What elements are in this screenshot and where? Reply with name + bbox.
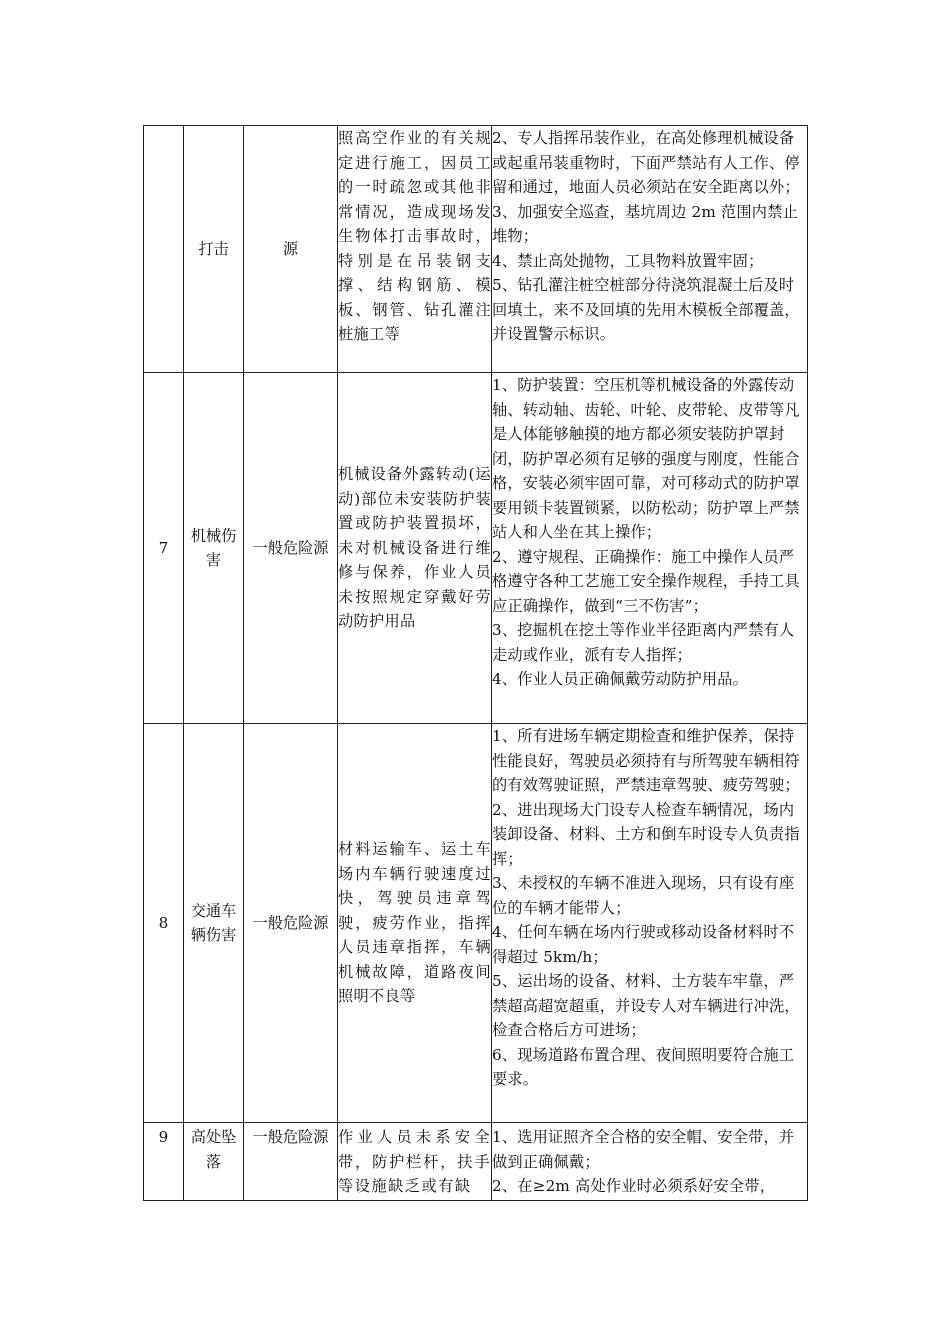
hazard-type: 高处坠落	[184, 1123, 244, 1201]
table-row	[144, 724, 808, 1123]
measure-item: 3、挖掘机在挖土等作业半径距离内严禁有人走动或作业，派有专人指挥；	[492, 621, 795, 664]
hazard-level: 一般危险源	[244, 1123, 338, 1201]
hazard-table	[143, 125, 808, 1201]
hazard-cause: 材料运输车、运土车场内车辆行驶速度过快，驾驶员违章驾驶，疲劳作业，指挥人员违章指挥，车辆机械故障，道路夜间照明不良等	[338, 724, 492, 1123]
measure-item: 2、进出现场大门设专人检查车辆情况，场内装卸设备、材料、土方和倒车时设专人负责指挥；	[492, 800, 800, 868]
hazard-cause: 作业人员未系安全带，防护栏杆，扶手等设施缺乏或有缺	[338, 1123, 492, 1201]
hazard-level: 一般危险源	[244, 373, 338, 724]
table-row	[144, 126, 808, 373]
measure-item: 2、在≥2m 高处作业时必须系好安全带，	[492, 1177, 776, 1195]
hazard-cause: 机械设备外露转动(运动)部位未安装防护装置或防护装置损坏，未对机械设备进行维修与保养，作业人员未按照规定穿戴好劳动防护用品	[338, 373, 492, 724]
hazard-type: 交通车辆伤害	[184, 724, 244, 1123]
measure-item: 4、作业人员正确佩戴劳动防护用品。	[492, 670, 749, 688]
row-number: 7	[144, 373, 184, 724]
measure-item: 3、未授权的车辆不准进入现场，只有设有座位的车辆才能带人；	[492, 874, 795, 917]
measure-item: 1、所有进场车辆定期检查和维护保养，保持性能良好，驾驶员必须持有与所驾驶车辆相符的有效驾驶证照，严禁违章驾驶、疲劳驾驶；	[492, 727, 800, 794]
measure-item: 4、任何车辆在场内行驶或移动设备材料时不得超过 5km/h；	[492, 923, 795, 966]
table-row	[144, 1123, 808, 1201]
control-measures	[492, 724, 808, 1123]
row-number	[144, 126, 184, 373]
measure-item: 3、加强安全巡查，基坑周边 2m 范围内禁止堆物；	[492, 202, 798, 245]
table-row	[144, 373, 808, 724]
measure-item: 2、专人指挥吊装作业，在高处修理机械设备或起重吊装重物时，下面严禁站有人工作、停留和通过，地面人员必须站在安全距离以外；	[492, 129, 800, 196]
measure-item: 5、运出场的设备、材料、土方装车牢靠，严禁超高超宽超重，并设专人对车辆进行冲洗，检查合格后方可进场；	[492, 972, 800, 1039]
hazard-cause: 照高空作业的有关规定进行施工，因员工的一时疏忽或其他非常情况，造成现场发生物体打击事故时，特别是在吊装钢支撑、结构钢筋、模板、钢管、钻孔灌注桩施工等	[338, 126, 492, 373]
row-number: 8	[144, 724, 184, 1123]
control-measures	[492, 373, 808, 724]
measure-item: 5、钻孔灌注桩空桩部分待浇筑混凝土后及时回填土，来不及回填的先用木模板全部覆盖，并设置警示标识。	[492, 276, 800, 343]
measure-item: 1、选用证照齐全合格的安全帽、安全带，并做到正确佩戴；	[492, 1128, 795, 1171]
row-number: 9	[144, 1123, 184, 1201]
control-measures	[492, 126, 808, 373]
control-measures	[492, 1123, 808, 1201]
hazard-level: 源	[244, 126, 338, 373]
measure-item: 1、防护装置：空压机等机械设备的外露传动轴、转动轴、齿轮、叶轮、皮带轮、皮带等凡是人体能够触摸的地方都必须安装防护罩封闭，防护罩必须有足够的强度与刚度，性能合格，安装必须牢固可靠，对可移动式的防护罩要用锁卡装置锁紧，以防松动；防护罩上严禁站人和人坐在其上操作；	[492, 376, 800, 541]
hazard-type: 机械伤害	[184, 373, 244, 724]
measure-item: 4、禁止高处抛物，工具物料放置牢固；	[492, 251, 764, 270]
hazard-type: 打击	[184, 126, 244, 373]
hazard-level: 一般危险源	[244, 724, 338, 1123]
measure-item: 6、现场道路布置合理、夜间照明要符合施工要求。	[492, 1045, 795, 1088]
measure-item: 2、遵守规程、正确操作：施工中操作人员严格遵守各种工艺施工安全操作规程，手持工具应正确操作，做到“三不伤害”；	[492, 547, 800, 615]
